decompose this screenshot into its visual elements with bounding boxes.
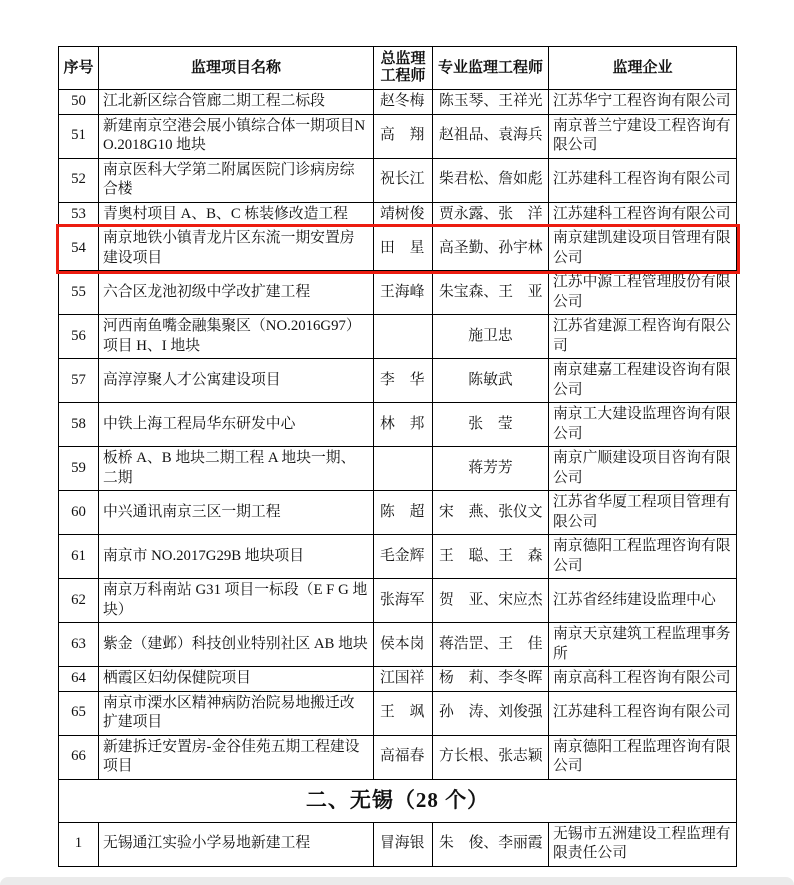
professional-engineers-cell: 柴君松、詹如彪	[433, 158, 549, 202]
project-name-cell: 高淳淳聚人才公寓建设项目	[99, 359, 374, 403]
chief-engineer-cell	[374, 447, 433, 491]
table-row	[59, 158, 737, 202]
supervision-company-cell: 南京工大建设监理咨询有限公司	[549, 403, 737, 447]
supervision-company-cell: 南京建凯建设项目管理有限公司	[549, 227, 737, 271]
table-row	[59, 315, 737, 359]
row-serial-no: 65	[59, 691, 99, 735]
project-name-cell: 新建拆迁安置房-金谷佳苑五期工程建设项目	[99, 735, 374, 779]
professional-engineers-cell: 朱宝森、王 亚	[433, 271, 549, 315]
chief-engineer-cell: 高 翔	[374, 114, 433, 158]
section-header-row	[59, 779, 737, 822]
professional-engineers-cell: 宋 燕、张仪文	[433, 491, 549, 535]
row-serial-no: 61	[59, 535, 99, 579]
chief-engineer-cell: 祝长江	[374, 158, 433, 202]
chief-engineer-cell: 王海峰	[374, 271, 433, 315]
chief-engineer-cell: 侯本岗	[374, 623, 433, 667]
table-row	[59, 491, 737, 535]
project-name-cell: 南京市溧水区精神病防治院易地搬迁改扩建项目	[99, 691, 374, 735]
row-serial-no: 56	[59, 315, 99, 359]
col-header-serial-no: 序号	[59, 47, 99, 90]
row-serial-no: 52	[59, 158, 99, 202]
project-name-cell: 中兴通讯南京三区一期工程	[99, 491, 374, 535]
chief-engineer-cell	[374, 315, 433, 359]
supervision-company-cell: 南京广顺建设项目咨询有限公司	[549, 447, 737, 491]
chief-engineer-cell: 王 飒	[374, 691, 433, 735]
table-row	[59, 403, 737, 447]
row-serial-no: 59	[59, 447, 99, 491]
table-body	[59, 90, 737, 867]
chief-engineer-cell: 冒海银	[374, 822, 433, 866]
row-serial-no: 50	[59, 90, 99, 115]
chief-engineer-cell: 毛金辉	[374, 535, 433, 579]
project-name-cell: 板桥 A、B 地块二期工程 A 地块一期、二期	[99, 447, 374, 491]
col-header-supervision-company: 监理企业	[549, 47, 737, 90]
professional-engineers-cell: 蒋浩罡、王 佳	[433, 623, 549, 667]
professional-engineers-cell: 陈玉琴、王祥光	[433, 90, 549, 115]
supervision-project-table	[58, 46, 737, 867]
table-row	[59, 447, 737, 491]
chief-engineer-cell: 林 邦	[374, 403, 433, 447]
professional-engineers-cell: 蒋芳芳	[433, 447, 549, 491]
supervision-company-cell: 江苏中源工程管理股份有限公司	[549, 271, 737, 315]
table-row	[59, 535, 737, 579]
table-row	[59, 691, 737, 735]
highlighted-table-row	[59, 227, 737, 271]
table-row	[59, 90, 737, 115]
row-serial-no: 63	[59, 623, 99, 667]
table-row	[59, 202, 737, 227]
row-serial-no: 55	[59, 271, 99, 315]
row-serial-no: 51	[59, 114, 99, 158]
supervision-company-cell: 江苏华宁工程咨询有限公司	[549, 90, 737, 115]
table-row	[59, 359, 737, 403]
supervision-company-cell: 南京德阳工程监理咨询有限公司	[549, 535, 737, 579]
row-serial-no: 57	[59, 359, 99, 403]
chief-engineer-cell: 李 华	[374, 359, 433, 403]
professional-engineers-cell: 施卫忠	[433, 315, 549, 359]
row-serial-no: 64	[59, 667, 99, 692]
supervision-company-cell: 江苏省建源工程咨询有限公司	[549, 315, 737, 359]
professional-engineers-cell: 赵祖品、袁海兵	[433, 114, 549, 158]
chief-engineer-cell: 江国祥	[374, 667, 433, 692]
table-row	[59, 114, 737, 158]
professional-engineers-cell: 王 聪、王 森	[433, 535, 549, 579]
project-name-cell: 中铁上海工程局华东研发中心	[99, 403, 374, 447]
supervision-company-cell: 江苏建科工程咨询有限公司	[549, 158, 737, 202]
supervision-company-cell: 无锡市五洲建设工程监理有限责任公司	[549, 822, 737, 866]
table-row	[59, 623, 737, 667]
project-name-cell: 南京万科南站 G31 项目一标段（E F G 地块）	[99, 579, 374, 623]
section-title: 二、无锡（28 个）	[59, 779, 737, 822]
table-row	[59, 271, 737, 315]
row-serial-no: 62	[59, 579, 99, 623]
project-name-cell: 南京医科大学第二附属医院门诊病房综合楼	[99, 158, 374, 202]
supervision-company-cell: 江苏省华厦工程项目管理有限公司	[549, 491, 737, 535]
project-name-cell: 江北新区综合管廊二期工程二标段	[99, 90, 374, 115]
supervision-company-cell: 南京高科工程咨询有限公司	[549, 667, 737, 692]
supervision-company-cell: 江苏建科工程咨询有限公司	[549, 691, 737, 735]
supervision-company-cell: 南京天京建筑工程监理事务所	[549, 623, 737, 667]
supervision-company-cell: 江苏省经纬建设监理中心	[549, 579, 737, 623]
chief-engineer-cell: 陈 超	[374, 491, 433, 535]
supervision-company-cell: 南京普兰宁建设工程咨询有限公司	[549, 114, 737, 158]
chief-engineer-cell: 赵冬梅	[374, 90, 433, 115]
row-serial-no: 53	[59, 202, 99, 227]
chief-engineer-cell: 田 星	[374, 227, 433, 271]
chief-engineer-cell: 靖树俊	[374, 202, 433, 227]
professional-engineers-cell: 朱 俊、李丽霞	[433, 822, 549, 866]
professional-engineers-cell: 高圣勤、孙宇林	[433, 227, 549, 271]
professional-engineers-cell: 贺 亚、宋应杰	[433, 579, 549, 623]
row-serial-no: 1	[59, 822, 99, 866]
row-serial-no: 54	[59, 227, 99, 271]
chief-engineer-cell: 高福春	[374, 735, 433, 779]
professional-engineers-cell: 张 莹	[433, 403, 549, 447]
table-header-row	[59, 47, 737, 90]
col-header-chief-engineer: 总监理工程师	[374, 47, 433, 90]
table-row	[59, 579, 737, 623]
row-serial-no: 58	[59, 403, 99, 447]
project-name-cell: 无锡通江实验小学易地新建工程	[99, 822, 374, 866]
table-row	[59, 735, 737, 779]
project-name-cell: 河西南鱼嘴金融集聚区（NO.2016G97）项目 H、I 地块	[99, 315, 374, 359]
project-name-cell: 南京地铁小镇青龙片区东流一期安置房建设项目	[99, 227, 374, 271]
project-name-cell: 栖霞区妇幼保健院项目	[99, 667, 374, 692]
project-name-cell: 南京市 NO.2017G29B 地块项目	[99, 535, 374, 579]
project-name-cell: 青奥村项目 A、B、C 栋装修改造工程	[99, 202, 374, 227]
professional-engineers-cell: 杨 莉、李冬晖	[433, 667, 549, 692]
row-serial-no: 66	[59, 735, 99, 779]
professional-engineers-cell: 孙 涛、刘俊强	[433, 691, 549, 735]
table-row	[59, 822, 737, 866]
col-header-professional-engineers: 专业监理工程师	[433, 47, 549, 90]
project-name-cell: 新建南京空港会展小镇综合体一期项目NO.2018G10 地块	[99, 114, 374, 158]
supervision-company-cell: 江苏建科工程咨询有限公司	[549, 202, 737, 227]
professional-engineers-cell: 方长根、张志颖	[433, 735, 549, 779]
row-serial-no: 60	[59, 491, 99, 535]
project-name-cell: 六合区龙池初级中学改扩建工程	[99, 271, 374, 315]
professional-engineers-cell: 陈敏武	[433, 359, 549, 403]
project-name-cell: 紫金（建邺）科技创业特别社区 AB 地块	[99, 623, 374, 667]
supervision-company-cell: 南京德阳工程监理咨询有限公司	[549, 735, 737, 779]
chief-engineer-cell: 张海军	[374, 579, 433, 623]
supervision-company-cell: 南京建嘉工程建设咨询有限公司	[549, 359, 737, 403]
table-row	[59, 667, 737, 692]
professional-engineers-cell: 贾永露、张 洋	[433, 202, 549, 227]
page-bottom-strip	[0, 877, 794, 885]
col-header-project-name: 监理项目名称	[99, 47, 374, 90]
